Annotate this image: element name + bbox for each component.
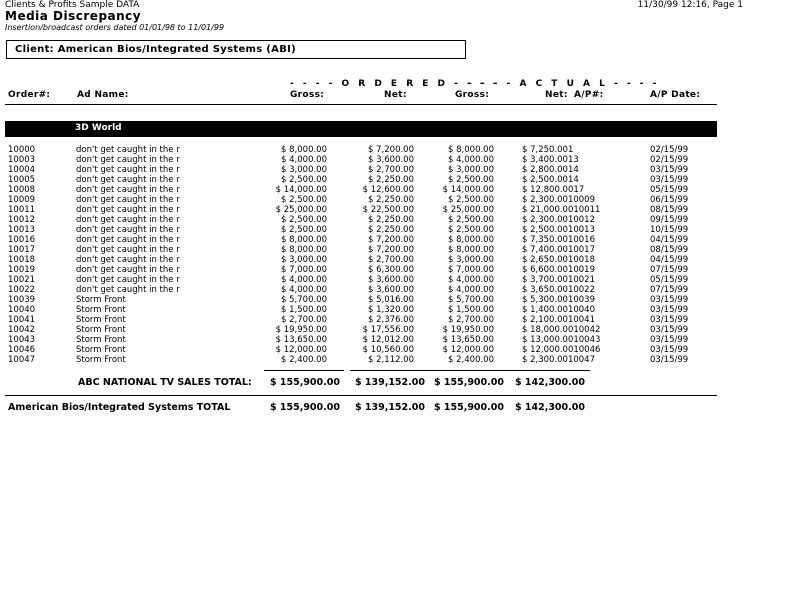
ap-date: 03/15/99 (650, 355, 689, 365)
gross-ordered: $ 1,500.00 (281, 305, 327, 315)
table-row (0, 185, 792, 195)
ap-date: 04/15/99 (650, 255, 689, 265)
col-ap-num: A/P#: (574, 90, 604, 100)
order-number: 10005 (8, 175, 36, 185)
gross-ordered: $ 12,000.00 (275, 345, 327, 355)
table-row (0, 145, 792, 155)
net-ordered: $ 12,012.00 (362, 335, 414, 345)
ad-name: Storm Front (76, 335, 126, 345)
gross-ordered: $ 2,500.00 (281, 175, 327, 185)
col-ap-date: A/P Date: (650, 90, 701, 100)
subtotal-gross-actual: $ 155,900.00 (433, 377, 504, 388)
subtotal-rule-4 (510, 370, 590, 371)
gross-ordered: $ 4,000.00 (281, 275, 327, 285)
net-actual-ap: $ 2,500.0010013 (522, 225, 596, 235)
ap-date: 08/15/99 (650, 205, 689, 215)
table-row (0, 285, 792, 295)
gross-actual: $ 2,500.00 (448, 195, 494, 205)
table-row (0, 345, 792, 355)
gross-ordered: $ 3,000.00 (281, 165, 327, 175)
ad-name: Storm Front (76, 305, 126, 315)
order-number: 10016 (8, 235, 36, 245)
order-number: 10047 (8, 355, 36, 365)
gross-ordered: $ 8,000.00 (281, 145, 327, 155)
table-row (0, 335, 792, 345)
net-ordered: $ 2,250.00 (368, 215, 414, 225)
net-actual-ap: $ 5,300.0010039 (522, 295, 596, 305)
subtotal-gross-ordered: $ 155,900.00 (269, 377, 340, 388)
gross-ordered: $ 2,500.00 (281, 225, 327, 235)
gross-ordered: $ 2,500.00 (281, 215, 327, 225)
ap-date: 03/15/99 (650, 315, 689, 325)
gross-actual: $ 4,000.00 (448, 275, 494, 285)
net-actual-ap: $ 2,300.0010012 (522, 215, 596, 225)
company-name: Clients & Profits Sample DATA (5, 0, 140, 10)
gross-actual: $ 14,000.00 (442, 185, 494, 195)
ad-name: don't get caught in the r (76, 275, 180, 285)
ap-date: 10/15/99 (650, 225, 689, 235)
gross-actual: $ 4,000.00 (448, 285, 494, 295)
table-row (0, 265, 792, 275)
section-title: 3D World (75, 123, 122, 133)
gross-actual: $ 1,500.00 (448, 305, 494, 315)
col-gross-ordered: Gross: (290, 90, 325, 100)
gross-ordered: $ 2,400.00 (281, 355, 327, 365)
ap-date: 03/15/99 (650, 295, 689, 305)
ad-name: don't get caught in the r (76, 195, 180, 205)
net-actual-ap: $ 21,000.0010011 (522, 205, 601, 215)
subtotal-label: ABC NATIONAL TV SALES TOTAL: (78, 377, 252, 388)
subtotal-net-ordered: $ 139,152.00 (354, 377, 425, 388)
net-ordered: $ 17,556.00 (362, 325, 414, 335)
ad-name: don't get caught in the r (76, 225, 180, 235)
net-actual-ap: $ 18,000.0010042 (522, 325, 601, 335)
net-ordered: $ 12,600.00 (362, 185, 414, 195)
order-number: 10043 (8, 335, 36, 345)
table-row (0, 325, 792, 335)
gross-ordered: $ 19,950.00 (275, 325, 327, 335)
net-ordered: $ 2,250.00 (368, 195, 414, 205)
gross-actual: $ 8,000.00 (448, 235, 494, 245)
order-number: 10003 (8, 155, 36, 165)
ordered-group-header: - - - - O R D E R E D - - - - (290, 79, 500, 89)
client-label: Client: American Bios/Integrated Systems (ABI) (15, 44, 297, 55)
order-number: 10018 (8, 255, 36, 265)
subtotal-rule-3 (430, 370, 510, 371)
section-band (5, 121, 717, 137)
table-row (0, 195, 792, 205)
order-number: 10000 (8, 145, 36, 155)
gross-ordered: $ 8,000.00 (281, 235, 327, 245)
net-actual-ap: $ 13,000.0010043 (522, 335, 601, 345)
gross-ordered: $ 5,700.00 (281, 295, 327, 305)
gross-actual: $ 8,000.00 (448, 145, 494, 155)
total-rule (5, 395, 717, 396)
table-row (0, 175, 792, 185)
date-page: 11/30/99 12:16, Page 1 (637, 0, 743, 10)
order-number: 10017 (8, 245, 36, 255)
net-ordered: $ 2,700.00 (368, 165, 414, 175)
table-row (0, 245, 792, 255)
ap-date: 02/15/99 (650, 145, 689, 155)
actual-group-header: - - - - A C T U A L - - - - (468, 79, 660, 89)
ad-name: don't get caught in the r (76, 215, 180, 225)
net-actual-ap: $ 2,500.0014 (522, 175, 579, 185)
net-actual-ap: $ 2,100.0010041 (522, 315, 596, 325)
gross-actual: $ 3,000.00 (448, 255, 494, 265)
ad-name: don't get caught in the r (76, 265, 180, 275)
ap-date: 03/15/99 (650, 325, 689, 335)
ap-date: 08/15/99 (650, 245, 689, 255)
gross-actual: $ 2,400.00 (448, 355, 494, 365)
table-row (0, 295, 792, 305)
order-number: 10039 (8, 295, 36, 305)
order-number: 10012 (8, 215, 36, 225)
ap-date: 03/15/99 (650, 175, 689, 185)
col-order: Order#: (8, 90, 51, 100)
net-actual-ap: $ 6,600.0010019 (522, 265, 596, 275)
ap-date: 02/15/99 (650, 155, 689, 165)
order-number: 10009 (8, 195, 36, 205)
gross-ordered: $ 14,000.00 (275, 185, 327, 195)
client-box (6, 40, 466, 59)
table-row (0, 225, 792, 235)
ad-name: don't get caught in the r (76, 175, 180, 185)
net-ordered: $ 2,250.00 (368, 225, 414, 235)
order-number: 10013 (8, 225, 36, 235)
net-actual-ap: $ 3,400.0013 (522, 155, 579, 165)
ad-name: don't get caught in the r (76, 145, 180, 155)
net-ordered: $ 3,600.00 (368, 285, 414, 295)
subtotal-rule-2 (350, 370, 430, 371)
col-net-actual: Net: (545, 90, 568, 100)
table-row (0, 155, 792, 165)
order-number: 10046 (8, 345, 36, 355)
ad-name: Storm Front (76, 345, 126, 355)
net-actual-ap: $ 3,650.0010022 (522, 285, 596, 295)
ap-date: 06/15/99 (650, 195, 689, 205)
gross-actual: $ 13,650.00 (442, 335, 494, 345)
order-number: 10004 (8, 165, 36, 175)
ap-date: 05/15/99 (650, 275, 689, 285)
net-actual-ap: $ 7,250.001 (522, 145, 574, 155)
col-ad-name: Ad Name: (77, 90, 129, 100)
gross-ordered: $ 2,700.00 (281, 315, 327, 325)
ad-name: don't get caught in the r (76, 245, 180, 255)
gross-actual: $ 2,500.00 (448, 215, 494, 225)
table-row (0, 315, 792, 325)
gross-actual: $ 25,000.00 (442, 205, 494, 215)
gross-ordered: $ 7,000.00 (281, 265, 327, 275)
ad-name: don't get caught in the r (76, 235, 180, 245)
order-number: 10022 (8, 285, 36, 295)
ad-name: don't get caught in the r (76, 165, 180, 175)
net-actual-ap: $ 2,800.0014 (522, 165, 579, 175)
gross-actual: $ 3,000.00 (448, 165, 494, 175)
net-ordered: $ 2,250.00 (368, 175, 414, 185)
ad-name: Storm Front (76, 295, 126, 305)
gross-actual: $ 2,700.00 (448, 315, 494, 325)
net-ordered: $ 1,320.00 (368, 305, 414, 315)
ap-date: 07/15/99 (650, 285, 689, 295)
net-ordered: $ 7,200.00 (368, 145, 414, 155)
table-row (0, 355, 792, 365)
ad-name: don't get caught in the r (76, 155, 180, 165)
subtotal-net-actual: $ 142,300.00 (514, 377, 585, 388)
net-ordered: $ 22,500.00 (362, 205, 414, 215)
gross-actual: $ 8,000.00 (448, 245, 494, 255)
order-number: 10041 (8, 315, 36, 325)
gross-actual: $ 7,000.00 (448, 265, 494, 275)
header-rule (5, 104, 717, 105)
report-title: Media Discrepancy (5, 9, 142, 23)
gross-ordered: $ 4,000.00 (281, 155, 327, 165)
net-ordered: $ 3,600.00 (368, 275, 414, 285)
gross-ordered: $ 13,650.00 (275, 335, 327, 345)
net-actual-ap: $ 2,650.0010018 (522, 255, 596, 265)
table-row (0, 275, 792, 285)
table-row (0, 215, 792, 225)
gross-actual: $ 2,500.00 (448, 175, 494, 185)
order-number: 10019 (8, 265, 36, 275)
gross-actual: $ 19,950.00 (442, 325, 494, 335)
net-ordered: $ 7,200.00 (368, 245, 414, 255)
ad-name: Storm Front (76, 315, 126, 325)
ap-date: 09/15/99 (650, 215, 689, 225)
col-gross-actual: Gross: (455, 90, 490, 100)
table-row (0, 165, 792, 175)
ad-name: Storm Front (76, 355, 126, 365)
net-actual-ap: $ 2,300.0010009 (522, 195, 596, 205)
grand-total-gross-actual: $ 155,900.00 (433, 402, 504, 413)
net-ordered: $ 6,300.00 (368, 265, 414, 275)
net-actual-ap: $ 7,400.0010017 (522, 245, 596, 255)
net-ordered: $ 5,016.00 (368, 295, 414, 305)
subtotal-rule-1 (264, 370, 344, 371)
gross-actual: $ 12,000.00 (442, 345, 494, 355)
ap-date: 05/15/99 (650, 185, 689, 195)
net-ordered: $ 7,200.00 (368, 235, 414, 245)
net-ordered: $ 2,112.00 (368, 355, 414, 365)
net-ordered: $ 2,376.00 (368, 315, 414, 325)
net-ordered: $ 3,600.00 (368, 155, 414, 165)
ap-date: 03/15/99 (650, 345, 689, 355)
gross-ordered: $ 3,000.00 (281, 255, 327, 265)
ap-date: 03/15/99 (650, 305, 689, 315)
grand-total-net-actual: $ 142,300.00 (514, 402, 585, 413)
ad-name: don't get caught in the r (76, 205, 180, 215)
gross-ordered: $ 25,000.00 (275, 205, 327, 215)
net-actual-ap: $ 3,700.0010021 (522, 275, 596, 285)
grand-total-gross-ordered: $ 155,900.00 (269, 402, 340, 413)
table-row (0, 305, 792, 315)
net-actual-ap: $ 2,300.0010047 (522, 355, 596, 365)
order-number: 10011 (8, 205, 36, 215)
net-actual-ap: $ 12,000.0010046 (522, 345, 601, 355)
grand-total-label: American Bios/Integrated Systems TOTAL (8, 402, 231, 413)
gross-actual: $ 4,000.00 (448, 155, 494, 165)
order-number: 10040 (8, 305, 36, 315)
table-row (0, 235, 792, 245)
col-net-ordered: Net: (384, 90, 407, 100)
net-actual-ap: $ 7,350.0010016 (522, 235, 596, 245)
gross-ordered: $ 8,000.00 (281, 245, 327, 255)
net-actual-ap: $ 1,400.0010040 (522, 305, 596, 315)
order-number: 10021 (8, 275, 36, 285)
grand-total-net-ordered: $ 139,152.00 (354, 402, 425, 413)
net-ordered: $ 2,700.00 (368, 255, 414, 265)
gross-ordered: $ 4,000.00 (281, 285, 327, 295)
ap-date: 03/15/99 (650, 335, 689, 345)
net-ordered: $ 10,560.00 (362, 345, 414, 355)
ad-name: don't get caught in the r (76, 185, 180, 195)
report-subtitle: Insertion/broadcast orders dated 01/01/98 to 11/01/99 (5, 23, 225, 32)
ad-name: don't get caught in the r (76, 285, 180, 295)
gross-ordered: $ 2,500.00 (281, 195, 327, 205)
gross-actual: $ 5,700.00 (448, 295, 494, 305)
ad-name: don't get caught in the r (76, 255, 180, 265)
ad-name: Storm Front (76, 325, 126, 335)
gross-actual: $ 2,500.00 (448, 225, 494, 235)
ap-date: 04/15/99 (650, 235, 689, 245)
ap-date: 03/15/99 (650, 165, 689, 175)
order-number: 10042 (8, 325, 36, 335)
order-number: 10008 (8, 185, 36, 195)
ap-date: 07/15/99 (650, 265, 689, 275)
net-actual-ap: $ 12,800.0017 (522, 185, 585, 195)
table-row (0, 255, 792, 265)
table-row (0, 205, 792, 215)
